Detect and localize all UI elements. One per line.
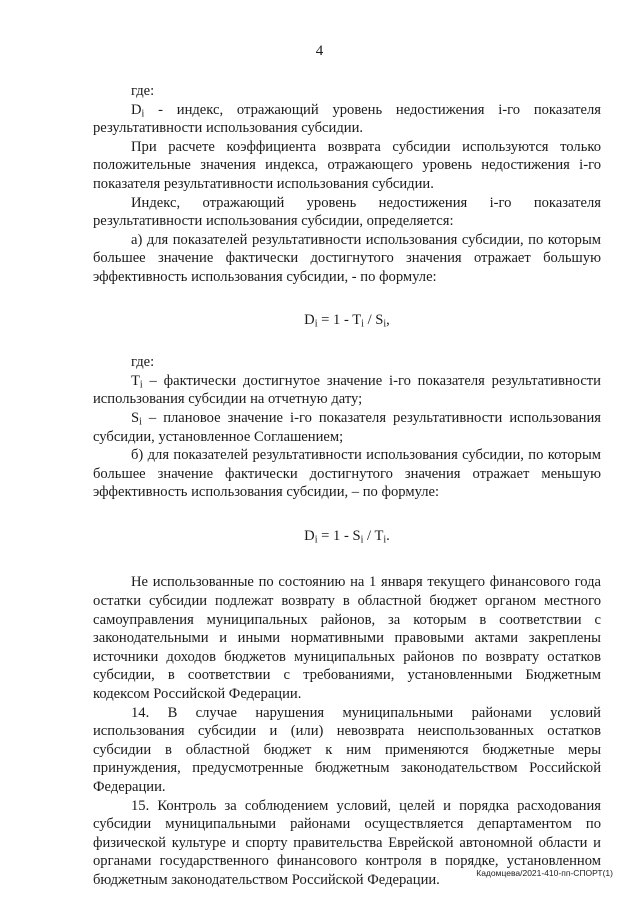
formula-2 xyxy=(93,527,601,546)
document-body xyxy=(93,82,601,890)
paragraph-index-definition: Индекс, отражающий уровень недостижения i-го показателя результативности использования субсидии, определяется: xyxy=(93,194,601,230)
formula-2-end: . xyxy=(386,527,390,544)
paragraph-14: 14. В случае нарушения муниципальными районами условий использования субсидии и (или) невозврата неиспользованных остатков субсидии в областной бюджет к ним применяются бюджетные меры принуждения, предусмотренные бюджетным законодательством Российской Федерации. xyxy=(93,704,601,795)
d-subscript: i xyxy=(141,108,145,120)
t-definition-text: – фактически достигнутое значение i-го показателя результативности использования субсидии на отчетную дату; xyxy=(93,372,601,408)
formula-1-d-sub: i xyxy=(314,318,318,330)
t-definition xyxy=(93,372,601,409)
item-a: а) для показателей результативности использования субсидии, по которым большее значение фактически достигнутого значения отражает большую эффективность использования субсидии, - по формуле: xyxy=(93,231,601,285)
formula-1-end: , xyxy=(386,311,390,328)
t-symbol: T xyxy=(131,372,140,389)
formula-2-mid: = 1 - S xyxy=(317,527,361,544)
formula-1 xyxy=(93,311,601,330)
formula-2-d: D xyxy=(304,527,315,544)
d-symbol: D xyxy=(131,101,142,118)
d-definition xyxy=(93,101,601,138)
formula-1-t-sub: i xyxy=(361,318,364,330)
formula-1-mid: = 1 - T xyxy=(317,311,362,328)
paragraph-unused-balances: Не использованные по состоянию на 1 января текущего финансового года остатки субсидии подлежат возврату в областной бюджет органом местного самоуправления муниципальных районов, за которым в соответствии с законодательными и иными нормативными правовыми актами закреплены источники доходов бюджетов муниципальных районов по возврату остатков субсидии, в соответствии с требованиями, установленными Бюджетным кодексом Российской Федерации. xyxy=(93,574,601,703)
formula-2-t-sub: i xyxy=(383,534,387,546)
formula-2-slash: / T xyxy=(363,527,384,544)
d-definition-text: - индекс, отражающий уровень недостижения i-го показателя результативности использования субсидии. xyxy=(93,101,601,137)
formula-1-d: D xyxy=(304,311,315,328)
formula-2-s-sub: i xyxy=(360,534,364,546)
footer-reference: Кадомцева/2021-410-пп-СПОРТ(1) xyxy=(476,868,613,878)
t-subscript: i xyxy=(139,379,143,391)
page-number: 4 xyxy=(315,43,324,59)
s-definition xyxy=(93,409,601,446)
formula-1-s-sub: i xyxy=(383,318,387,330)
gde-2: где: xyxy=(131,354,155,371)
item-b: б) для показателей результативности использования субсидии, по которым большее значение фактически достигнутого значения отражает меньшую эффективность использования субсидии, – по формуле: xyxy=(93,447,601,501)
formula-1-slash: / S xyxy=(363,311,384,328)
intro-gde: где: xyxy=(131,83,155,99)
s-symbol: S xyxy=(131,409,140,426)
paragraph-positive-values: При расчете коэффициента возврата субсидии используются только положительные значения индекса, отражающего уровень недостижения i-го показателя результативности использования субсидии. xyxy=(93,138,601,192)
paragraph-15: 15. Контроль за соблюдением условий, целей и порядка расходования субсидии муниципальными районами осуществляется департаментом по физической культуре и спорту правительства Еврейской автономной области и органами государственного финансового контроля в порядке, установленном бюджетным законодательством Российской Федерации. xyxy=(93,797,601,888)
formula-2-d-sub: i xyxy=(314,534,318,546)
s-subscript: i xyxy=(139,416,142,428)
s-definition-text: – плановое значение i-го показателя результативности использования субсидии, установленное Соглашением; xyxy=(93,409,601,445)
